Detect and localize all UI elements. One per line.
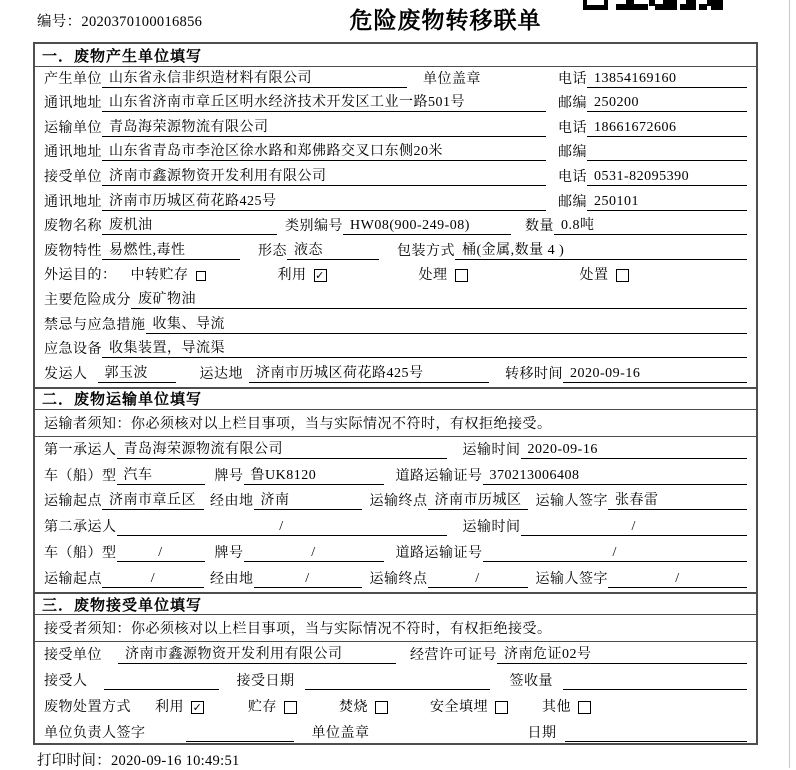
waste-form-value: 液态 xyxy=(287,239,379,260)
vehicle1-plate-value: 鲁UK8120 xyxy=(244,464,384,485)
vehicle2-type-value: / xyxy=(117,545,205,562)
route2-sign-value: / xyxy=(608,571,747,588)
dispatch-row xyxy=(35,362,756,387)
producer-row xyxy=(35,67,756,92)
page-edge-line xyxy=(789,0,790,768)
serial-value: 2020370100016856 xyxy=(81,14,203,30)
acceptor-label: 接受人 xyxy=(44,673,88,689)
purpose-dispose-checkbox xyxy=(616,269,629,282)
vehicle1-row xyxy=(35,463,756,489)
hazard-value: 废矿物油 xyxy=(131,288,747,309)
acceptor-row xyxy=(35,668,756,694)
route2-end-value: / xyxy=(428,571,528,588)
equipment-value: 收集装置，导流渠 xyxy=(102,337,747,358)
carrier2-time-value: / xyxy=(521,519,748,536)
section2-notice: 运输者须知：你必须核对以上栏目事项，当与实际情况不符时，有权拒绝接受。 xyxy=(35,410,756,437)
carrier2-value: / xyxy=(117,519,447,536)
purpose-row xyxy=(35,264,756,289)
disposal-method-label: 废物处置方式 xyxy=(44,699,131,715)
receiver-label: 接受单位 xyxy=(44,169,102,185)
disposal-store-label: 贮存 xyxy=(248,699,277,715)
vehicle1-type-value: 汽车 xyxy=(117,464,205,485)
waste-category-label: 类别编号 xyxy=(285,219,343,235)
disposal-landfill-checkbox xyxy=(495,701,508,714)
print-time-line xyxy=(37,749,240,770)
dispatcher-value: 郭玉波 xyxy=(98,362,176,383)
route1-end-value: 济南市历城区 xyxy=(428,489,528,510)
carrier1-value: 青岛海荣源物流有限公司 xyxy=(117,438,447,459)
route2-start-label: 运输起点 xyxy=(44,572,102,588)
disposal-use-label: 利用 xyxy=(155,699,184,715)
taboo-label: 禁忌与应急措施 xyxy=(44,317,146,333)
carrier2-row xyxy=(35,514,756,540)
receiver-value: 济南市鑫源物资开发利用有限公司 xyxy=(102,165,546,186)
serial-label: 编号： xyxy=(37,14,82,30)
waste-traits-value: 易燃性,毒性 xyxy=(102,239,240,260)
producer-value: 山东省永信非织造材料有限公司 xyxy=(102,67,407,88)
transfer-time-value: 2020-09-16 xyxy=(563,366,747,383)
producer-address-value: 山东省济南市章丘区明水经济技术开发区工业一路501号 xyxy=(102,91,546,112)
route1-via-label: 经由地 xyxy=(210,494,254,510)
accept-unit-row xyxy=(35,642,756,668)
vehicle2-license-label: 道路运输证号 xyxy=(395,546,483,562)
manifest-form-table xyxy=(33,42,758,745)
transporter-address-row xyxy=(35,141,756,166)
page-title: 危险废物转移联单 xyxy=(349,8,542,33)
receiver-address-row xyxy=(35,190,756,215)
producer-address-label: 通讯地址 xyxy=(44,96,102,112)
route1-via-value: 济南 xyxy=(254,489,362,510)
seal-label: 单位盖章 xyxy=(423,71,481,87)
receiver-phone-label: 电话 xyxy=(558,169,587,185)
responsible-sign-row xyxy=(35,720,756,745)
transporter-phone-label: 电话 xyxy=(558,120,587,136)
producer-zip-value: 250200 xyxy=(587,95,747,112)
purpose-option-treat-label: 处理 xyxy=(418,268,448,284)
vehicle2-license-value: / xyxy=(483,545,748,562)
responsible-sign-label: 单位负责人签字 xyxy=(44,725,146,741)
acceptor-value xyxy=(104,674,219,690)
route1-sign-value: 张春雷 xyxy=(608,489,747,510)
carrier1-label: 第一承运人 xyxy=(44,442,117,458)
carrier2-label: 第二承运人 xyxy=(44,520,117,536)
carrier1-time-value: 2020-09-16 xyxy=(521,442,748,459)
disposal-landfill-label: 安全填埋 xyxy=(430,699,488,715)
receiver-address-label: 通讯地址 xyxy=(44,194,102,210)
waste-category-value: HW08(900-249-08) xyxy=(343,218,511,235)
purpose-option-dispose-label: 处置 xyxy=(579,268,609,284)
waste-traits-label: 废物特性 xyxy=(44,243,102,259)
hazard-row xyxy=(35,288,756,313)
receiver-phone-value: 0531-82095390 xyxy=(587,169,747,186)
transporter-address-value: 山东省青岛市李沧区徐水路和郑佛路交叉口东侧20米 xyxy=(102,140,546,161)
carrier1-row xyxy=(35,437,756,463)
disposal-method-row xyxy=(35,694,756,720)
accept-date-label: 接受日期 xyxy=(236,673,295,689)
transporter-phone-value: 18661672606 xyxy=(587,120,747,137)
waste-qty-label: 数量 xyxy=(525,219,554,235)
disposal-store-checkbox xyxy=(284,701,297,714)
receiver-address-value: 济南市历城区荷花路425号 xyxy=(102,190,546,211)
receipt-qty-value xyxy=(563,674,747,690)
transporter-zip-label: 邮编 xyxy=(558,145,587,161)
section3-header: 三．废物接受单位填写 xyxy=(35,592,756,615)
disposal-burn-checkbox xyxy=(375,701,388,714)
section1-header: 一．废物产生单位填写 xyxy=(35,44,756,67)
vehicle2-row xyxy=(35,540,756,566)
permit-value: 济南危证02号 xyxy=(497,643,747,664)
producer-phone-label: 电话 xyxy=(558,71,587,87)
taboo-value: 收集、导流 xyxy=(146,313,748,334)
transporter-label: 运输单位 xyxy=(44,120,102,136)
route2-sign-label: 运输人签字 xyxy=(535,572,608,588)
section2-header: 二．废物运输单位填写 xyxy=(35,387,756,410)
producer-zip-label: 邮编 xyxy=(558,96,587,112)
producer-label: 产生单位 xyxy=(44,71,102,87)
vehicle2-type-label: 车（船）型 xyxy=(44,546,117,562)
vehicle2-plate-label: 牌号 xyxy=(214,546,244,562)
transfer-time-label: 转移时间 xyxy=(505,366,563,382)
route2-start-value: / xyxy=(102,571,204,588)
print-time-label: 打印时间： xyxy=(37,753,111,769)
vehicle1-license-label: 道路运输证号 xyxy=(395,468,483,484)
receiver-zip-value: 250101 xyxy=(587,194,747,211)
dispatcher-label: 发运人 xyxy=(44,366,88,382)
destination-label: 运达地 xyxy=(199,366,243,382)
purpose-use-checkbox: ✓ xyxy=(315,269,325,283)
disposal-other-label: 其他 xyxy=(542,699,571,715)
accept-unit-value: 济南市鑫源物资开发利用有限公司 xyxy=(118,643,396,664)
transporter-row xyxy=(35,116,756,141)
vehicle2-plate-value: / xyxy=(244,545,384,562)
carrier1-time-label: 运输时间 xyxy=(462,442,521,458)
vehicle1-license-value: 370213006408 xyxy=(483,468,748,485)
responsible-sign-value xyxy=(186,726,294,742)
route1-sign-label: 运输人签字 xyxy=(535,494,608,510)
producer-address-row xyxy=(35,92,756,117)
disposal-other-checkbox xyxy=(578,701,591,714)
accept-date-value xyxy=(305,674,490,690)
carrier2-time-label: 运输时间 xyxy=(462,520,521,536)
unit-seal-label: 单位盖章 xyxy=(311,725,370,741)
route1-row xyxy=(35,489,756,515)
vehicle1-plate-label: 牌号 xyxy=(214,468,244,484)
waste-name-label: 废物名称 xyxy=(44,219,102,235)
print-time-value: 2020-09-16 10:49:51 xyxy=(111,753,240,769)
accept-unit-label: 接受单位 xyxy=(44,647,102,663)
waste-name-row xyxy=(35,215,756,240)
route1-end-label: 运输终点 xyxy=(369,494,428,510)
receiver-zip-label: 邮编 xyxy=(558,194,587,210)
purpose-option-transfer-label: 中转贮存 xyxy=(130,268,189,284)
transporter-zip-value xyxy=(587,145,747,161)
route2-via-value: / xyxy=(254,571,362,588)
purpose-treat-checkbox xyxy=(455,269,468,282)
waste-traits-row xyxy=(35,239,756,264)
equipment-label: 应急设备 xyxy=(44,342,102,358)
route1-start-label: 运输起点 xyxy=(44,494,102,510)
purpose-transfer-checkbox xyxy=(196,271,206,281)
disposal-burn-label: 焚烧 xyxy=(339,699,368,715)
route2-end-label: 运输终点 xyxy=(369,572,428,588)
destination-value: 济南市历城区荷花路425号 xyxy=(249,362,489,383)
producer-phone-value: 13854169160 xyxy=(587,71,747,88)
permit-label: 经营许可证号 xyxy=(410,647,497,663)
route1-start-value: 济南市章丘区 xyxy=(102,489,204,510)
sign-date-value xyxy=(565,726,748,742)
packing-value: 桶(金属,数量 4 ) xyxy=(455,239,747,260)
waste-name-value: 废机油 xyxy=(102,214,277,235)
route2-via-label: 经由地 xyxy=(210,572,254,588)
transporter-value: 青岛海荣源物流有限公司 xyxy=(102,116,546,137)
sign-date-label: 日期 xyxy=(527,725,557,741)
packing-label: 包装方式 xyxy=(397,243,455,259)
waste-qty-value: 0.8吨 xyxy=(554,214,747,235)
transporter-address-label: 通讯地址 xyxy=(44,145,102,161)
purpose-label: 外运目的： xyxy=(44,268,117,284)
receipt-qty-label: 签收量 xyxy=(509,673,553,689)
disposal-use-checkbox: ✓ xyxy=(192,700,203,714)
qr-code-fragment xyxy=(583,0,725,10)
section3-notice: 接受者须知：你必须核对以上栏目事项，当与实际情况不符时，有权拒绝接受。 xyxy=(35,615,756,642)
waste-form-label: 形态 xyxy=(258,243,287,259)
vehicle1-type-label: 车（船）型 xyxy=(44,468,117,484)
route2-row xyxy=(35,566,756,592)
purpose-option-use-label: 利用 xyxy=(277,268,307,284)
hazard-label: 主要危险成分 xyxy=(44,292,131,308)
taboo-row xyxy=(35,313,756,338)
equipment-row xyxy=(35,338,756,363)
receiver-row xyxy=(35,165,756,190)
